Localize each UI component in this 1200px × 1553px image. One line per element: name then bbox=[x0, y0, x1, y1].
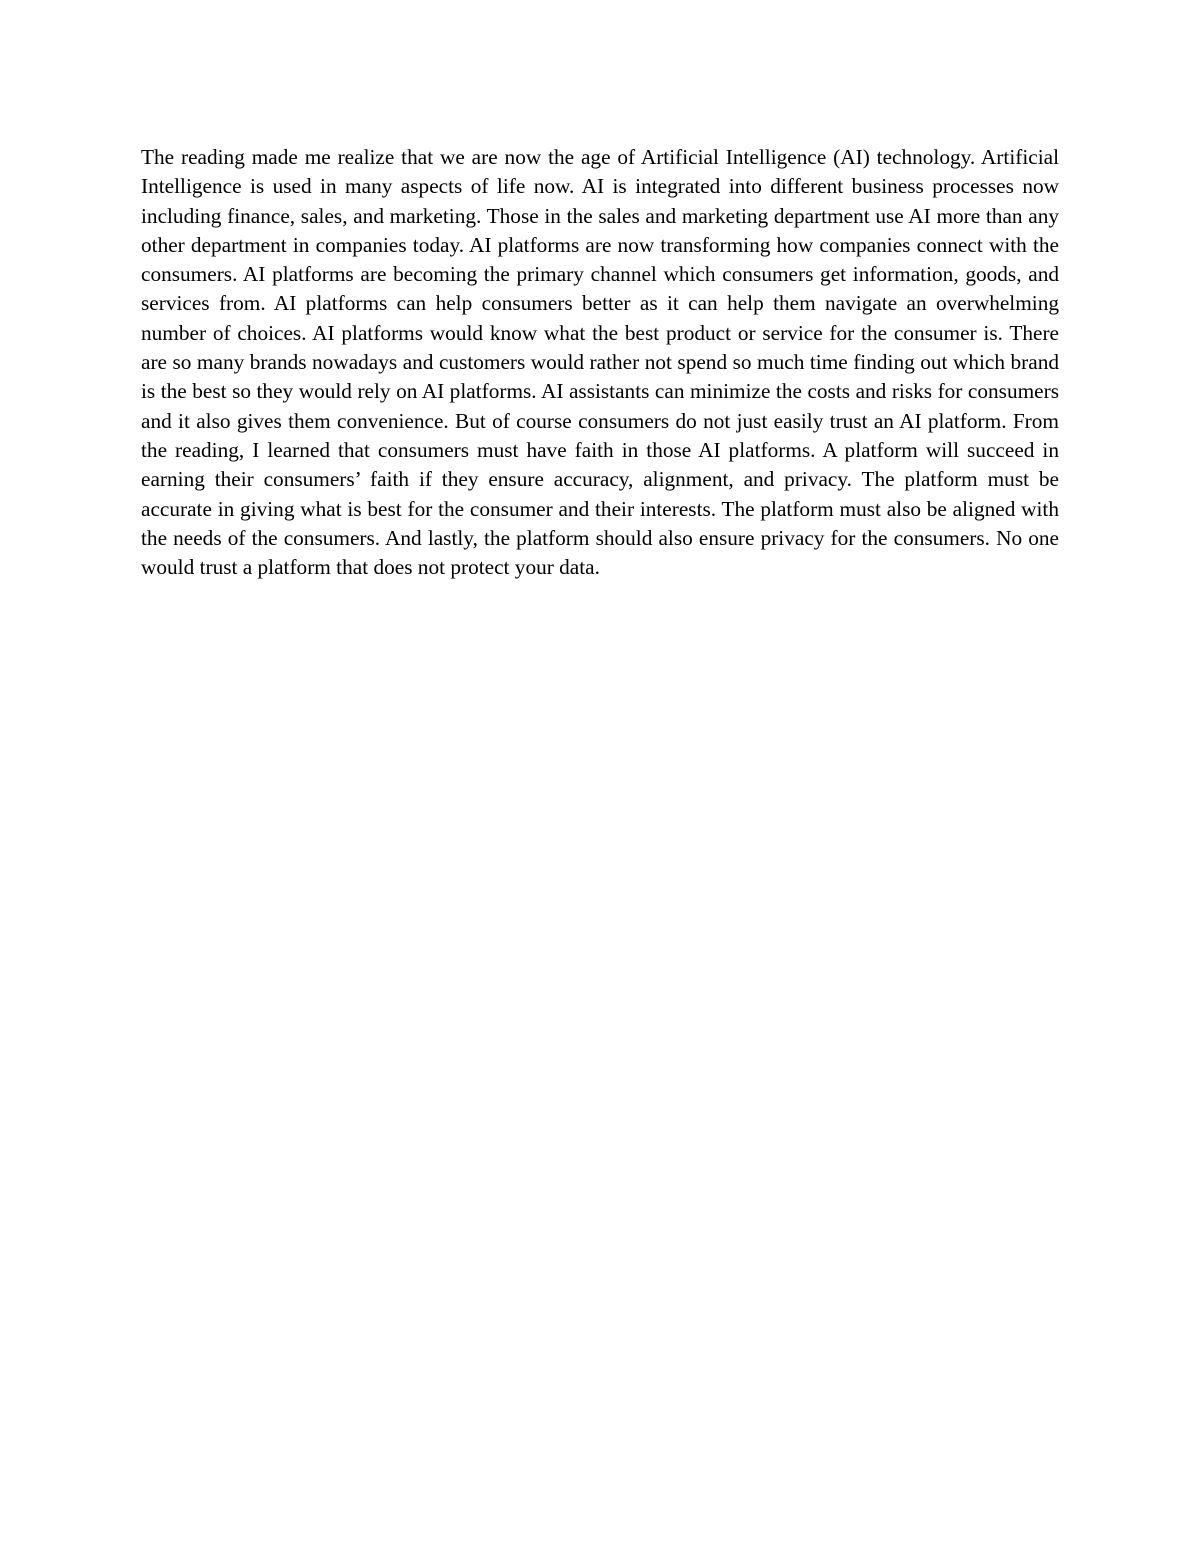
body-paragraph: The reading made me realize that we are now the age of Artificial Intelligence (AI) technology. Artificial Intelligence is used in many aspects of life now. AI is integrated into different business processes now including finance, sales, and marketing. Those in the sales and marketing department use AI more than any other department in companies today. AI platforms are now transforming how companies connect with the consumers. AI platforms are becoming the primary channel which consumers get information, goods, and services from. AI platforms can help consumers better as it can help them navigate an overwhelming number of choices. AI platforms would know what the best product or service for the consumer is. There are so many brands nowadays and customers would rather not spend so much time finding out which brand is the best so they would rely on AI platforms. AI assistants can minimize the costs and risks for consumers and it also gives them convenience. But of course consumers do not just easily trust an AI platform. From the reading, I learned that consumers must have faith in those AI platforms. A platform will succeed in earning their consumers’ faith if they ensure accuracy, alignment, and privacy. The platform must be accurate in giving what is best for the consumer and their interests. The platform must also be aligned with the needs of the consumers. And lastly, the platform should also ensure privacy for the consumers. No one would trust a platform that does not protect your data. bbox=[141, 145, 1059, 580]
